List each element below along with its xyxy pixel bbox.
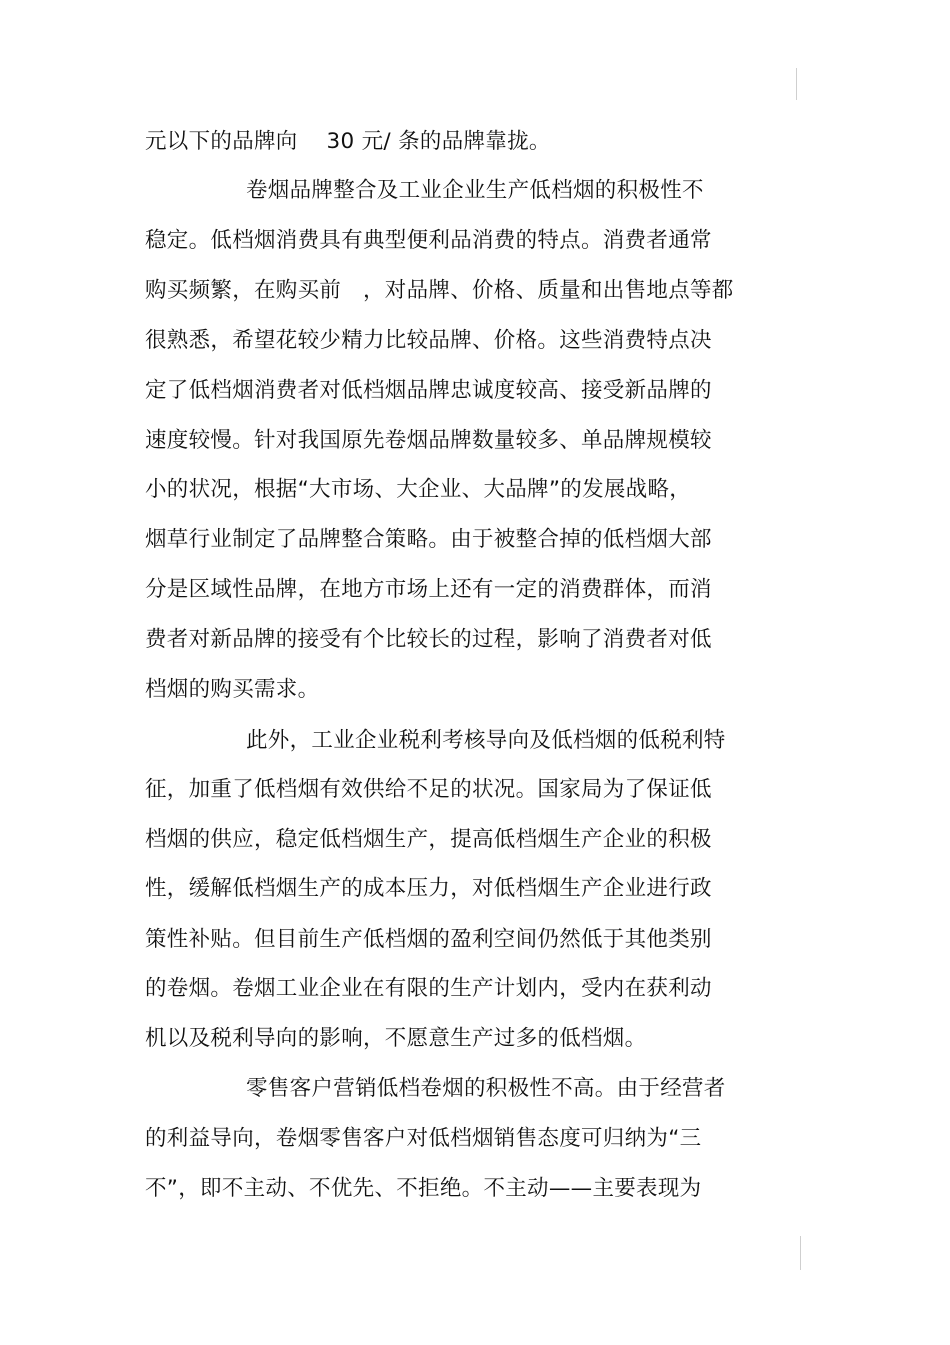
text-line: 机以及税利导向的影响，不愿意生产过多的低档烟。 xyxy=(145,1026,647,1051)
text-line: 定了低档烟消费者对低档烟品牌忠诚度较高、接受新品牌的 xyxy=(145,378,712,403)
page-edge-mark-bottom xyxy=(800,1236,801,1270)
paragraph-start-line: 此外，工业企业税利考核导向及低档烟的低税利特 xyxy=(246,728,726,753)
text-line: 档烟的购买需求。 xyxy=(145,677,320,702)
text-line: 不”，即不主动、不优先、不拒绝。不主动——主要表现为 xyxy=(145,1176,702,1201)
text-line: 很熟悉，希望花较少精力比较品牌、价格。这些消费特点决 xyxy=(145,328,712,353)
text-line: 策性补贴。但目前生产低档烟的盈利空间仍然低于其他类别 xyxy=(145,927,712,952)
text-line: 的利益导向，卷烟零售客户对低档烟销售态度可归纳为“三 xyxy=(145,1126,702,1151)
text-line: 费者对新品牌的接受有个比较长的过程，影响了消费者对低 xyxy=(145,627,712,652)
text-line: 的卷烟。卷烟工业企业在有限的生产计划内，受内在获利动 xyxy=(145,976,712,1001)
text-line: 烟草行业制定了品牌整合策略。由于被整合掉的低档烟大部 xyxy=(145,527,712,552)
text-line: 性，缓解低档烟生产的成本压力，对低档烟生产企业进行政 xyxy=(145,876,712,901)
text-line: 征，加重了低档烟有效供给不足的状况。国家局为了保证低 xyxy=(145,777,712,802)
text-line: 稳定。低档烟消费具有典型便利品消费的特点。消费者通常 xyxy=(145,228,712,253)
text-line: 档烟的供应，稳定低档烟生产，提高低档烟生产企业的积极 xyxy=(145,827,712,852)
paragraph-start-line: 零售客户营销低档卷烟的积极性不高。由于经营者 xyxy=(246,1076,726,1101)
text-line: 购买频繁，在购买前 ，对品牌、价格、质量和出售地点等都 xyxy=(145,278,734,303)
text-line: 速度较慢。针对我国原先卷烟品牌数量较多、单品牌规模较 xyxy=(145,428,712,453)
text-line: 元以下的品牌向 30 元/ 条的品牌靠拢。 xyxy=(145,129,551,154)
text-line: 小的状况，根据“大市场、大企业、大品牌”的发展战略， xyxy=(145,477,692,502)
text-line: 分是区域性品牌，在地方市场上还有一定的消费群体，而消 xyxy=(145,577,712,602)
page-edge-mark-top xyxy=(796,68,797,100)
paragraph-start-line: 卷烟品牌整合及工业企业生产低档烟的积极性不 xyxy=(246,178,704,203)
